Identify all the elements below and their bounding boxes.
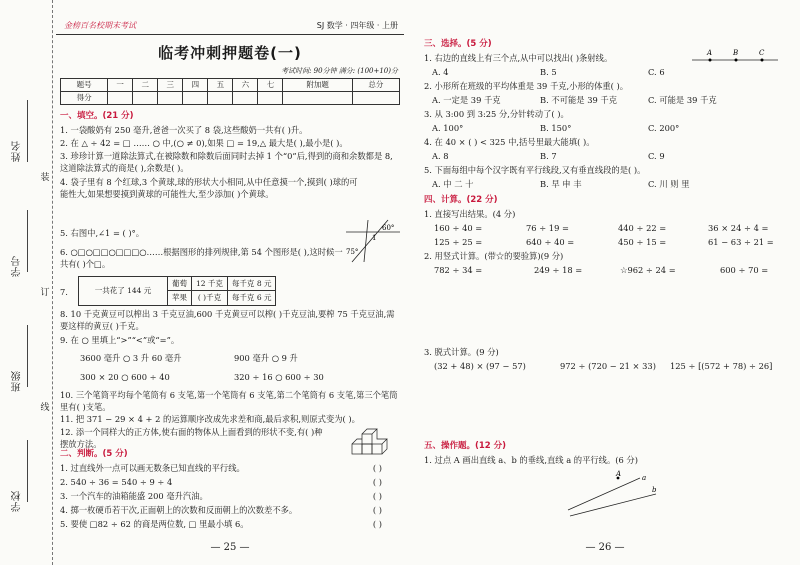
- question-7-table: [78, 276, 276, 306]
- score-cell[interactable]: [183, 92, 208, 105]
- question-6: 6. ○□○□□○□□□○……根据图形的排列规律,第 54 个图形是( ),这时候一共有( )个□。: [60, 247, 343, 270]
- judge-item: 3. 一个汽车的油箱能盛 200 毫升汽油。: [60, 491, 208, 501]
- section-fill-blank: 一、填空。(21 分): [60, 111, 134, 121]
- calc-item: 600 ÷ 70 =: [720, 265, 769, 275]
- header-rule: [56, 34, 404, 35]
- score-header-cell: 题号: [61, 79, 108, 92]
- score-header-cell: 三: [158, 79, 183, 92]
- question-9: 9. 在 ○ 里填上“>”“<”或“=”。: [60, 335, 180, 345]
- calc-item: 640 ÷ 40 =: [526, 237, 575, 247]
- series-title: 金榜百名校期末考试: [64, 21, 136, 30]
- calc-item: 249 ÷ 18 =: [534, 265, 583, 275]
- q7-cell: 每千克 8 元: [227, 277, 276, 291]
- section-calc: 四、计算。(22 分): [424, 195, 498, 205]
- answer-paren[interactable]: ( ): [372, 491, 382, 501]
- choice-option[interactable]: C. 6: [648, 67, 665, 77]
- score-cell[interactable]: [258, 92, 283, 105]
- choice-option[interactable]: B. 150°: [540, 123, 572, 133]
- cube-figure: [346, 424, 392, 464]
- choice-option[interactable]: C. 可能是 39 千克: [648, 95, 717, 105]
- calc-title: 1. 直接写出结果。(4 分): [424, 209, 516, 219]
- judge-item: 4. 掷一枚硬币若干次,正面朝上的次数和反面朝上的次数差不多。: [60, 505, 298, 515]
- calc-item: 440 ÷ 22 =: [618, 223, 667, 233]
- question-11: 11. 把 371 − 29 × 4 + 2 的运算顺序改成先求差和商,最后求积,则原式变为( )。: [60, 414, 360, 424]
- binding-mark: 线: [38, 400, 52, 416]
- operation-question: 1. 过点 A 画出直线 a、b 的垂线,直线 a 的平行线。(6 分): [424, 455, 638, 465]
- score-header-cell: 四: [183, 79, 208, 92]
- section-judge: 二、判断。(5 分): [60, 449, 128, 459]
- choice-option[interactable]: A. 4: [432, 67, 449, 77]
- angle-label: 1: [372, 234, 377, 242]
- ray-point: [761, 59, 764, 62]
- q7-cell: 每千克 6 元: [227, 291, 276, 305]
- answer-paren[interactable]: ( ): [372, 519, 382, 529]
- id-underline: [27, 210, 28, 272]
- compare-item: 3600 毫升 ○ 3 升 60 毫升: [80, 353, 182, 363]
- choice-option[interactable]: A. 一定是 39 千克: [432, 95, 501, 105]
- judge-item: 2. 540 ÷ 36 = 540 ÷ 9 ÷ 4: [60, 477, 173, 487]
- school-label: 学校: [12, 490, 23, 512]
- student-id-label: 学号: [12, 255, 23, 277]
- score-header-cell: 五: [208, 79, 233, 92]
- fig-line: [364, 220, 368, 262]
- school-underline: [27, 440, 28, 502]
- choice-option[interactable]: B. 早 申 丰: [540, 179, 582, 189]
- ray-point: [709, 59, 712, 62]
- choice-option[interactable]: A. 中 二 十: [432, 179, 474, 189]
- calc-item: 160 ÷ 40 =: [434, 223, 483, 233]
- line-figure: [560, 470, 660, 520]
- point-label: A: [616, 470, 622, 478]
- choice-option[interactable]: B. 7: [540, 151, 557, 161]
- choice-question: 2. 小形所在班级的平均体重是 39 千克,小形的体重( )。: [424, 81, 629, 91]
- subject-line: SJ 数学 · 四年级 · 上册: [316, 21, 398, 30]
- question-5: 5. 右图中,∠1 = ( )°。: [60, 228, 145, 238]
- binding-strip: [0, 0, 53, 565]
- answer-paren[interactable]: ( ): [372, 505, 382, 515]
- angle-label: 75°: [346, 248, 359, 256]
- score-header-cell: 七: [258, 79, 283, 92]
- choice-option[interactable]: B. 5: [540, 67, 557, 77]
- calc-item: 125 ÷ [(572 + 78) ÷ 26]: [670, 361, 773, 371]
- score-cell[interactable]: [108, 92, 133, 105]
- score-cell[interactable]: 得分: [61, 92, 108, 105]
- score-cell[interactable]: [208, 92, 233, 105]
- question-3: 3. 珍珍计算一道除法算式,在被除数和除数后面同时去掉 1 个“0”后,得到的商和余数都是 8,这道除法算式的商是( ),余数是( )。: [60, 151, 393, 174]
- choice-question: 3. 从 3:00 到 3:25 分,分针转动了( )。: [424, 109, 569, 119]
- angle-label: 60°: [382, 224, 395, 232]
- line-b: [570, 494, 656, 516]
- choice-option[interactable]: C. 200°: [648, 123, 680, 133]
- class-label: 班级: [12, 370, 23, 392]
- choice-question: 5. 下面每组中每个汉字既有平行线段,又有垂直线段的是( )。: [424, 165, 646, 175]
- choice-option[interactable]: B. 不可能是 39 千克: [540, 95, 617, 105]
- point-label: B: [733, 49, 739, 57]
- score-header-cell: 一: [108, 79, 133, 92]
- q7-total: 一共花了 144 元: [79, 277, 168, 306]
- choice-question: 1. 右边的直线上有三个点,从中可以找出( )条射线。: [424, 53, 613, 63]
- q7-cell: 12 千克: [192, 277, 228, 291]
- score-cell[interactable]: [133, 92, 158, 105]
- q7-cell: 苹果: [168, 291, 192, 305]
- calc-item: 450 ÷ 15 =: [618, 237, 667, 247]
- class-underline: [27, 325, 28, 387]
- calc-item: 972 ÷ (720 − 21 × 33): [560, 361, 656, 371]
- compare-item: 900 毫升 ○ 9 升: [234, 353, 298, 363]
- judge-item: 1. 过直线外一点可以画无数条已知直线的平行线。: [60, 463, 245, 473]
- ray-figure: [690, 46, 780, 66]
- name-underline: [27, 100, 28, 162]
- calc-item: 125 ÷ 25 =: [434, 237, 483, 247]
- choice-option[interactable]: A. 8: [432, 151, 449, 161]
- compare-item: 300 × 20 ○ 600 ÷ 40: [80, 372, 170, 382]
- score-header-cell: 附加题: [283, 79, 352, 92]
- choice-option[interactable]: C. 9: [648, 151, 665, 161]
- choice-option[interactable]: A. 100°: [432, 123, 464, 133]
- exam-title: 临考冲刺押题卷(一): [158, 44, 302, 62]
- score-cell[interactable]: [158, 92, 183, 105]
- calc-title: 3. 脱式计算。(9 分): [424, 347, 499, 357]
- section-operation: 五、操作题。(12 分): [424, 441, 507, 451]
- question-10: 10. 三个笔筒平均每个笔筒有 6 支笔,第一个笔筒有 6 支笔,第二个笔筒有 6 支笔,第三个笔筒里有( )支笔。: [60, 390, 398, 413]
- question-12: 12. 添一个同样大的正方体,使右面的物体从上面看到的形状不变,有( )种摆放方法。: [60, 427, 323, 450]
- right-page: [420, 0, 790, 565]
- question-8: 8. 10 千克黄豆可以榨出 3 千克豆油,600 千克黄豆可以榨( )千克豆油,要榨 75 千克豆油,需要这样的黄豆( )千克。: [60, 309, 395, 332]
- calc-item: ☆962 ÷ 24 =: [620, 265, 676, 275]
- point-label: A: [707, 49, 713, 57]
- calc-item: (32 + 48) × (97 − 57): [434, 361, 526, 371]
- calc-item: 782 ÷ 34 =: [434, 265, 483, 275]
- question-7-number: 7.: [60, 287, 68, 297]
- question-1: 1. 一袋酸奶有 250 毫升,爸爸一次买了 8 袋,这些酸奶一共有( )升。: [60, 125, 308, 135]
- score-cell[interactable]: [233, 92, 258, 105]
- line-label: a: [642, 474, 647, 482]
- answer-paren[interactable]: ( ): [372, 477, 382, 487]
- name-label: 姓名: [12, 140, 23, 162]
- calc-item: 61 − 63 ÷ 21 =: [708, 237, 774, 247]
- point-label: C: [759, 49, 765, 57]
- score-cell[interactable]: [352, 92, 399, 105]
- binding-mark: 订: [38, 285, 52, 301]
- answer-paren[interactable]: ( ): [372, 463, 382, 473]
- calc-item: 76 ÷ 19 =: [526, 223, 569, 233]
- q7-cell: 葡萄: [168, 277, 192, 291]
- choice-question: 4. 在 40 × ( ) < 325 中,括号里最大能填( )。: [424, 137, 595, 147]
- page-number: — 26 —: [585, 542, 625, 553]
- q7-cell: ( )千克: [192, 291, 228, 305]
- score-cell[interactable]: [283, 92, 352, 105]
- calc-item: 36 × 24 ÷ 4 =: [708, 223, 769, 233]
- section-choice: 三、选择。(5 分): [424, 39, 492, 49]
- score-header-cell: 六: [233, 79, 258, 92]
- question-4: 4. 袋子里有 8 个红球,3 个黄球,球的形状大小相同,从中任意摸一个,摸到( )球的可能性大,如果想要摸到黄球的可能性大,至少添加( )个黄球。: [60, 177, 358, 200]
- score-header-cell: 总分: [352, 79, 399, 92]
- time-score: 考试时间: 90分钟 满分: (100+10)分: [281, 67, 398, 75]
- question-2: 2. 在 △ ÷ 42 = □ …… ○ 中,(○ ≠ 0),如果 □ = 19,△ 最大是( ),最小是( )。: [60, 138, 348, 148]
- calc-title: 2. 用竖式计算。(带☆的要验算)(9 分): [424, 251, 564, 261]
- compare-item: 320 ÷ 16 ○ 600 ÷ 30: [234, 372, 324, 382]
- angle-figure: [342, 218, 404, 264]
- line-a: [568, 478, 640, 510]
- page-number: — 25 —: [210, 542, 250, 553]
- score-header-cell: 二: [133, 79, 158, 92]
- choice-option[interactable]: C. 川 则 里: [648, 179, 690, 189]
- line-label: b: [652, 486, 657, 494]
- judge-item: 5. 要使 □82 ÷ 62 的商是两位数, □ 里最小填 6。: [60, 519, 249, 529]
- left-page: [56, 0, 404, 565]
- binding-mark: 装: [38, 170, 52, 186]
- ray-point: [735, 59, 738, 62]
- score-table: [60, 78, 400, 105]
